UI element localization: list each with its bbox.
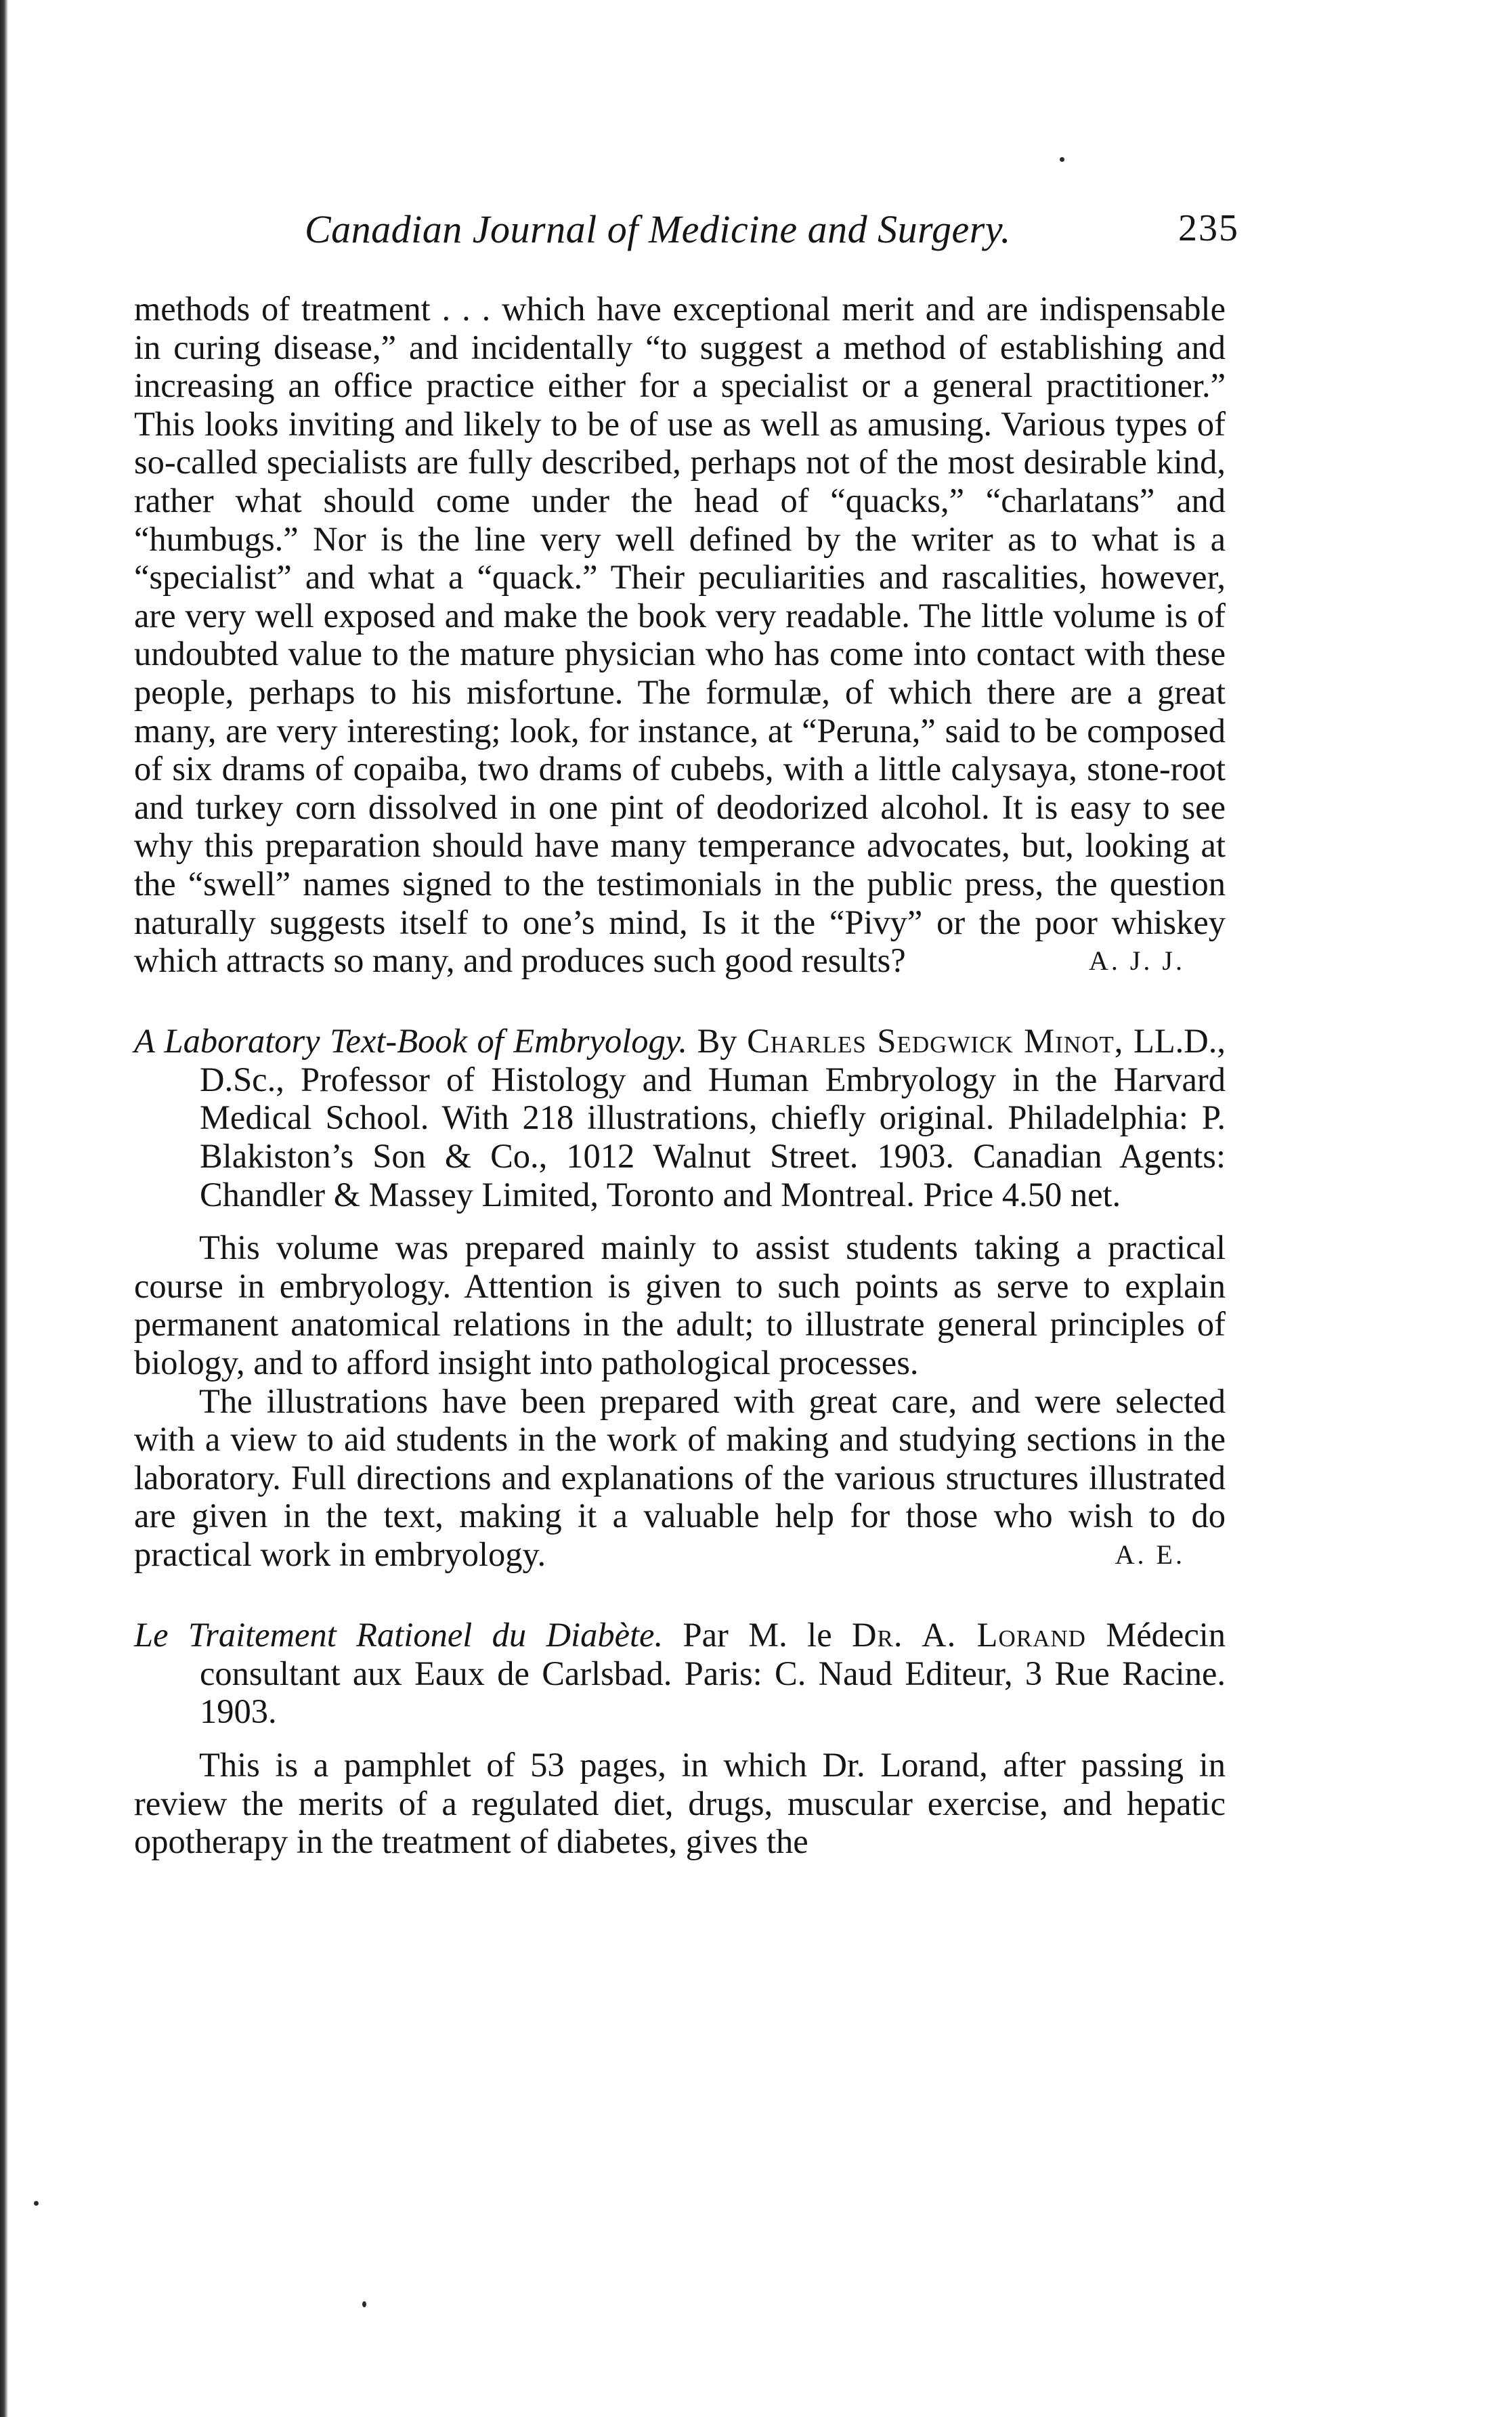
by-label: Par M. le: [683, 1616, 832, 1654]
review-paragraph: This volume was prepared mainly to assist students taking a practical course in embryology. Attention is given to such points as serve to explain permanent anatomical relations in the adult; to illustrate general principles of biology, and to afford insight into pathological processes.: [134, 1228, 1226, 1382]
review-paragraph: The illustrations have been prepared with great care, and were selected with a view to aid students in the work of making and studying sections in the laboratory. Full directions and explanations of the various structures illustrated are given in the text, making it a valuable help for those who wish to do practical work in embryology.: [134, 1382, 1226, 1573]
book-title: A Laboratory Text-Book of Embryology.: [134, 1022, 688, 1061]
scan-edge: [0, 0, 8, 2417]
running-title: Canadian Journal of Medicine and Surgery.: [305, 207, 1011, 251]
author-name: Dr. A. Lorand: [852, 1616, 1086, 1654]
reviewer-signature: A. E.: [1115, 1539, 1185, 1570]
page-number: 235: [1178, 207, 1239, 249]
page-header: [223, 207, 1239, 261]
review-heading: [134, 1022, 1226, 1214]
by-label: By: [697, 1022, 737, 1061]
scan-speck: [362, 2301, 366, 2307]
book-citation: Médecin consultant aux Eaux de Carlsbad. Paris: C. Naud Editeur, 3 Rue Racine. 1903.: [200, 1616, 1226, 1731]
author-name: Charles Sedgwick Minot,: [747, 1022, 1124, 1061]
scan-speck: [34, 2201, 39, 2206]
book-title: Le Traitement Rationel du Diabète.: [134, 1616, 664, 1654]
scan-speck: [1060, 157, 1064, 162]
text-column: [134, 290, 1226, 1861]
review-embryology: [134, 1022, 1226, 1574]
review-heading: [134, 1616, 1226, 1731]
reviewer-signature: A. J. J.: [1088, 945, 1185, 976]
review-body: methods of treatment . . . which have exceptional merit and are indispensable in curing disease,” and incidentally “to suggest a method of establishing and increasing an office practice either for a specialist or a general practitioner.” This looks inviting and likely to be of use as well as amusing. Various types of so-called specialists are fully described, perhaps not of the most desirable kind, rather what should come under the head of “quacks,” “charlatans” and “humbugs.” Nor is the line very well defined by the writer as to what is a “specialist” and what a “quack.” Their peculiarities and rascalities, however, are very well exposed and make the book very readable. The little volume is of undoubted value to the mature physician who has come into contact with these people, perhaps to his misfortune. The formulæ, of which there are a great many, are very interesting; look, for instance, at “Peruna,” said to be composed of six drams of copaiba, two drams of cubebs, with a little calysaya, stone-root and turkey corn dissolved in one pint of deodorized alcohol. It is easy to see why this preparation should have many temperance advocates, but, looking at the “swell” names signed to the testimonials in the public press, the question naturally suggests itself to one’s mind, Is it the “Pivy” or the poor whiskey which attracts so many, and produces such good results?: [134, 290, 1226, 980]
review-continued: [134, 290, 1226, 980]
book-citation: LL.D., D.Sc., Professor of Histology and Human Embryology in the Harvard Medical School. With 218 illustrations, chiefly original. Philadelphia: P. Blakiston’s Son & Co., 1012 Walnut Street. 1903. Canadian Agents: Chandler & Massey Limited, Toronto and Montreal. Price 4.50 net.: [200, 1022, 1226, 1214]
review-diabetes: [134, 1616, 1226, 1861]
review-paragraph: This is a pamphlet of 53 pages, in which Dr. Lorand, after passing in review the merits of a regulated diet, drugs, muscular exercise, and hepatic opotherapy in the treatment of diabetes, gives the: [134, 1745, 1226, 1861]
